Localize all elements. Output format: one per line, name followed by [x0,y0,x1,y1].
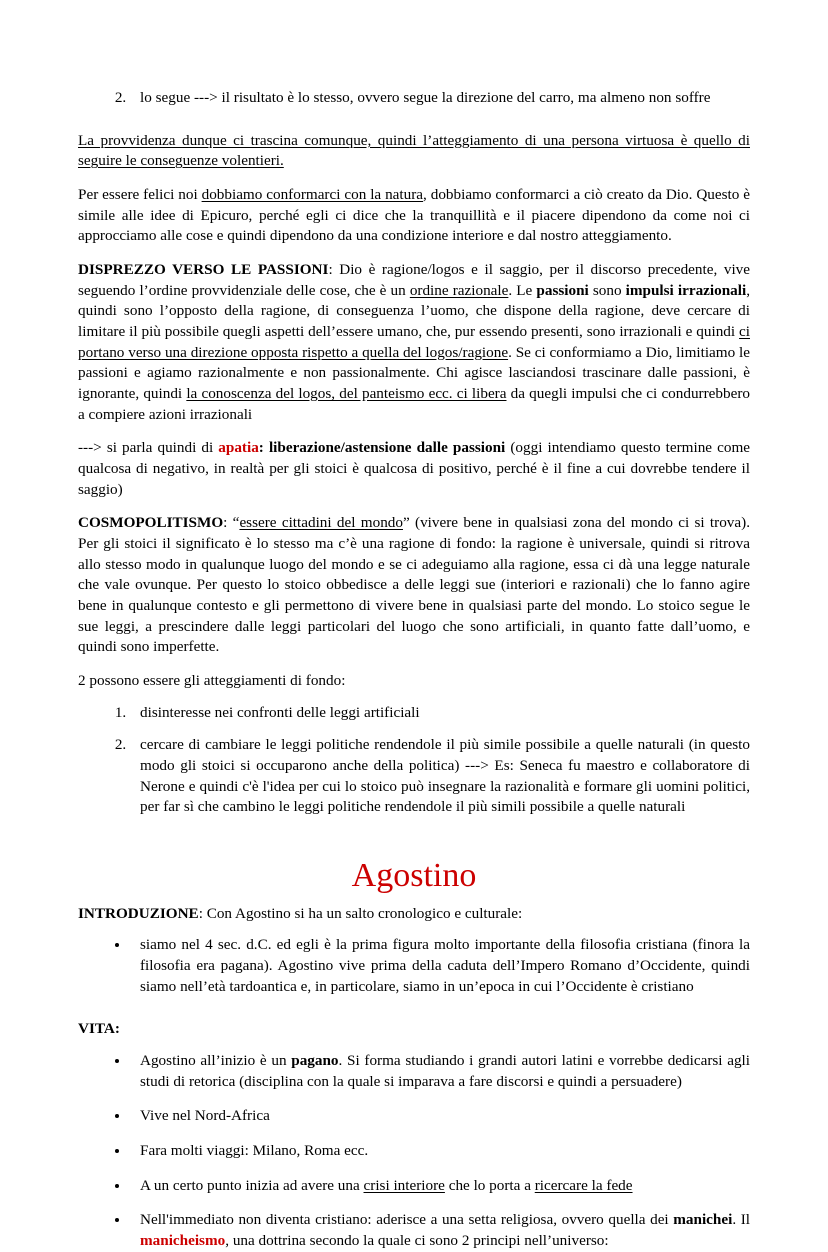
list-item [130,935,750,997]
list-item-text: Vive nel Nord-Africa [140,1107,270,1125]
bold-term: passioni [536,281,589,299]
numbered-list-atteggiamenti [78,703,750,818]
highlight-keyword-manicheismo: manicheismo [140,1231,226,1249]
text-segment: Per essere felici noi [78,186,202,204]
list-item [130,703,750,724]
list-item-text: lo segue ---> il risultato è lo stesso, ovvero segue la direzione del carro, ma almeno non soffre [140,89,711,106]
text-segment: Agostino all’inizio è un [140,1051,292,1069]
document-body [78,88,750,1252]
spacer [78,1010,750,1019]
list-item [130,1141,750,1162]
list-item [130,1210,750,1251]
underlined-text: la conoscenza del logos, del panteismo ecc. ci libera [186,385,507,403]
text-segment: sono [588,281,626,299]
section-heading-vita: VITA [78,1020,115,1038]
text-segment: da quegli impulsi che ci condurrebbero a compiere azioni irrazionali [78,385,750,423]
bullet-list-introduzione [78,935,750,997]
paragraph-felici [78,185,750,247]
text-segment: . Il [732,1211,751,1229]
section-heading-cosmopolitismo: COSMOPOLITISMO [78,514,224,532]
text-segment: . Se ci conformiamo a Dio, limitiamo le passioni e agiamo razionalmente e non passionalmente. Chi agisce lasciandosi trascinare dalle passioni, è ignorante, quindi [78,343,750,403]
text-segment: . Si forma studiando i grandi autori latini e vorrebbe dedicarsi agli studi di retorica (disciplina con la quale si imparava a fare discorsi e quindi a persuadere) [140,1051,750,1090]
text-segment: , una dottrina secondo la quale ci sono 2 principi nell’universo: [225,1231,609,1249]
numbered-list-carryover [78,88,750,109]
list-item [130,88,750,109]
text-segment: : “ [223,514,240,532]
underlined-text: essere cittadini del mondo [239,514,403,532]
section-heading-introduzione: INTRODUZIONE [78,904,199,922]
text-segment: ---> si parla quindi di [78,439,219,457]
underlined-text: La provvidenza dunque ci trascina comunque, quindi l’atteggiamento di una persona virtuosa è quello di seguire le conseguenze volentieri. [78,131,750,170]
underlined-text: ci portano verso una direzione opposta rispetto a quella del logos/ragione [78,323,750,361]
text-segment: (oggi intendiamo questo termine come qualcosa di negativo, in realtà per gli stoici è qualcosa di positivo, perché è il fine a cui dovrebbe tendere il saggio) [78,439,751,498]
bullet-list-vita [78,1051,750,1252]
paragraph-cosmopolitismo [78,513,750,658]
text-segment: Nell'immediato non diventa cristiano: aderisce a una setta religiosa, ovvero quella dei [140,1211,674,1229]
bold-term: : liberazione/astensione dalle passioni [258,439,506,457]
paragraph-atteggiamenti-intro [78,671,750,692]
list-item [130,735,750,818]
text-segment: 2 possono essere gli atteggiamenti di fondo: [78,672,346,690]
spacer [78,122,750,131]
text-segment: , dobbiamo conformarci a ciò creato da Dio. Questo è simile alle idee di Epicuro, perché egli ci dice che la tranquillità e il piacere dipendono da come noi ci approcciamo alle cose e quindi dipendono da una condizione interiore e dal nostro atteggiamento. [78,186,750,245]
paragraph-introduzione [78,904,750,925]
underlined-text: ricercare la fede [534,1176,633,1194]
bold-term: manichei [673,1211,733,1229]
paragraph-apatia [78,438,750,500]
text-segment: : Dio è ragione/logos e il saggio, per il discorso precedente, vive seguendo l’ordine provvidenziale delle cose, che è un [78,261,750,299]
list-item-text: Fara molti viaggi: Milano, Roma ecc. [140,1141,369,1159]
spacer [78,831,750,857]
bold-term: pagano [291,1051,339,1069]
list-item-text: siamo nel 4 sec. d.C. ed egli è la prima figura molto importante della filosofia cristiana (finora la filosofia era pagana). Agostino vive prima della caduta dell’Impero Romano d’Occidente, quindi siamo nell’età tardoantica e, in particolare, siamo in un’epoca in cui l’Occidente è cristiano [140,936,750,995]
section-heading-disprezzo: DISPREZZO VERSO LE PASSIONI [78,261,329,279]
page-title: Agostino [351,857,477,895]
paragraph-disprezzo-passioni [78,260,750,425]
list-item [130,1176,750,1197]
list-item-text: cercare di cambiare le leggi politiche rendendole il più simile possibile a quelle naturali (in questo modo gli stoici si occuparono anche della politica) ---> Es: Seneca fu maestro e collaboratore di Nerone e quindi c'è l'idea per cui lo stoico può insegnare la razionalità e formare gli uomini politici, per far sì che cambino le leggi politiche rendendole il più simili possibile a quelle naturali [140,736,750,816]
text-segment: ” (vivere bene in qualsiasi zona del mondo ci si trova). Per gli stoici il significato è lo stesso ma c’è una ragione di fondo: la ragione è universale, quindi si ritrova allo stesso modo in qualunque luogo del mondo e se ci adeguiamo alla ragione, essa ci dà una legge naturale che vale ovunque. Per questo lo stoico obbedisce a delle leggi sue (interiori e razionali) che lo fanno agire bene in qualunque contesto e gli permettono di vivere bene in qualsiasi parte del mondo. Lo stoico segue le sue leggi, a prescindere dalle leggi particolari del luogo che sono artificiali, in quanto fatte dall’uomo, e quindi sono imperfette. [78,514,750,656]
section-heading-colon: : [114,1020,120,1038]
highlight-keyword-apatia: apatia [218,439,259,457]
bold-term: impulsi irrazionali [625,281,747,299]
paragraph-provvidenza [78,131,750,172]
paragraph-vita-heading [78,1019,750,1040]
text-segment: che lo porta a [444,1176,535,1194]
list-item [130,1106,750,1127]
list-item-text: disinteresse nei confronti delle leggi artificiali [140,703,420,721]
text-segment: , quindi sono l’opposto della ragione, di conseguenza l’uomo, che dispone della ragione, deve cercare di limitare il più possibile quegli aspetti dell’essere umano, che, pur essendo presenti, sono irrazionali e quindi [78,281,750,341]
underlined-text: dobbiamo conformarci con la natura [201,186,424,204]
underlined-text: ordine razionale [409,281,509,299]
text-segment: . Le [508,281,537,299]
underlined-text: crisi interiore [363,1176,445,1194]
list-item [130,1051,750,1092]
spacer [78,895,750,904]
text-segment: : Con Agostino si ha un salto cronologico e culturale: [198,904,523,922]
text-segment: A un certo punto inizia ad avere una [140,1176,364,1194]
